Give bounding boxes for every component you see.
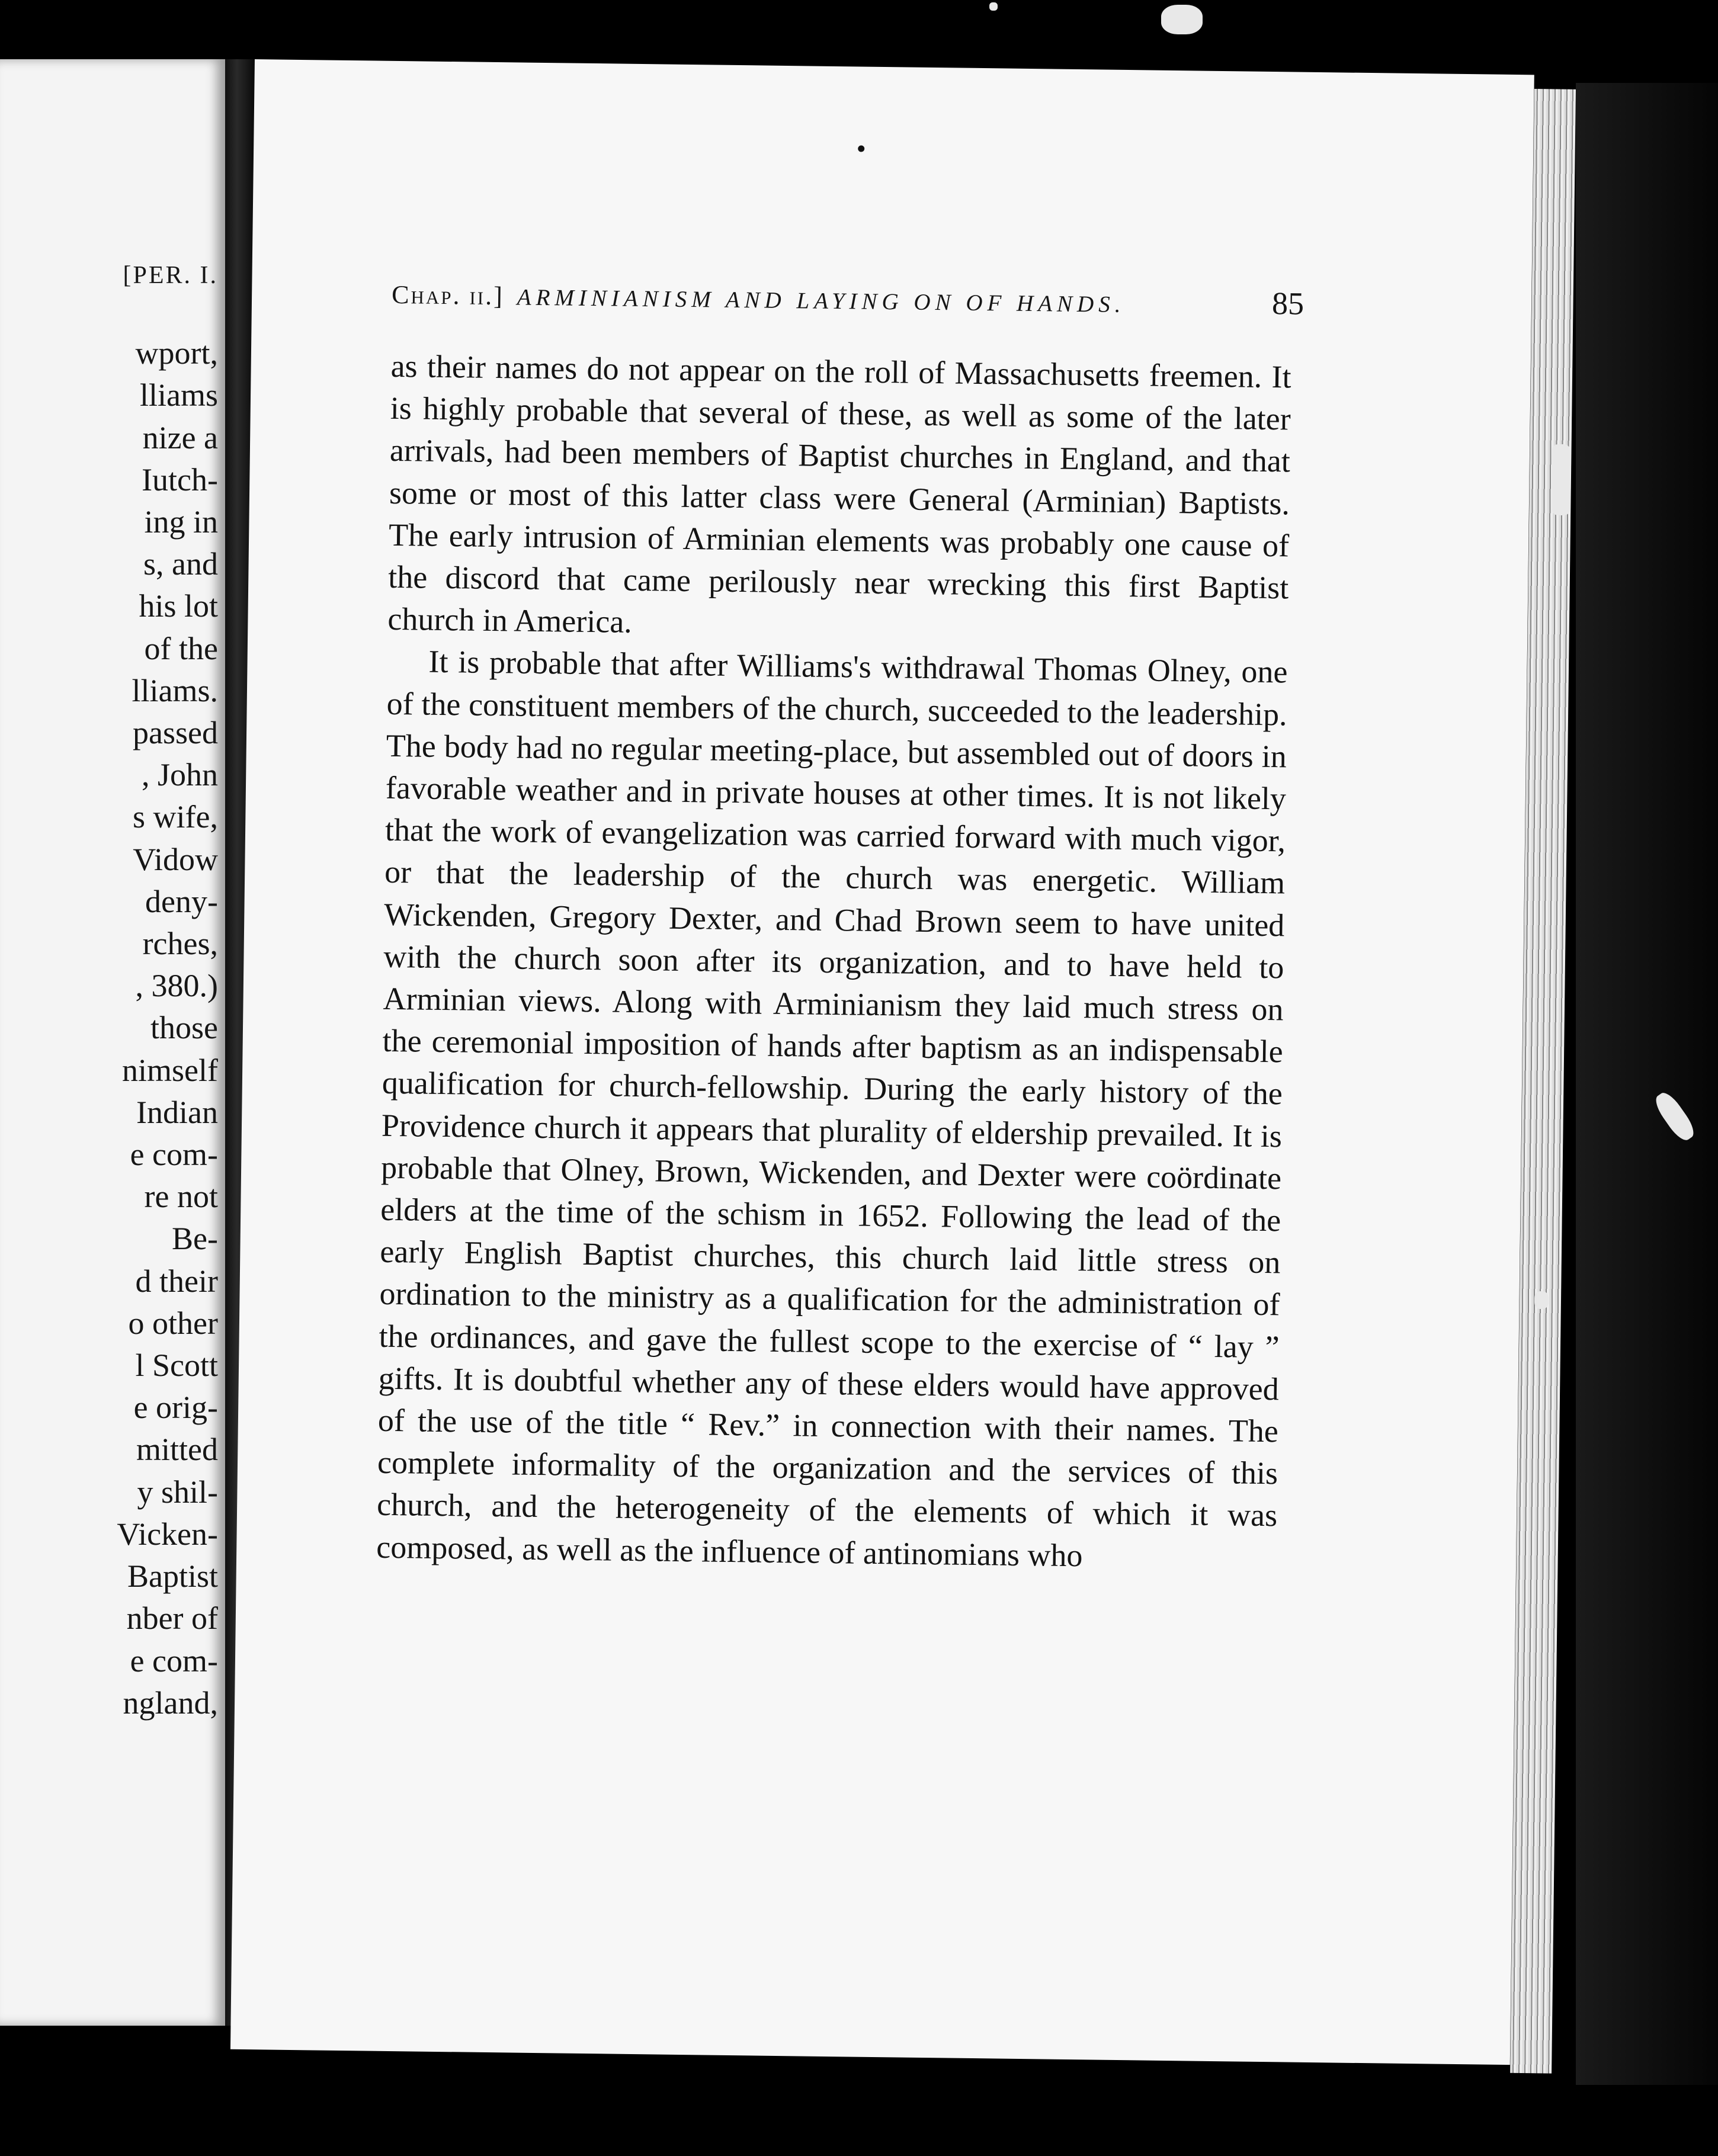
left-line: , 380.)	[135, 968, 218, 1004]
left-line: s wife,	[133, 799, 218, 835]
left-line: d their	[135, 1263, 218, 1299]
scan-speck	[1534, 1291, 1549, 1309]
body-text	[376, 345, 1291, 1579]
left-line: Vicken-	[117, 1516, 218, 1552]
left-line: his lot	[139, 588, 218, 624]
paragraph: It is probable that after Williams's withdrawal Thomas Olney, one of the constituent members of the church, succeeded to the leadership. The body had no regular meeting-place, but assembled out of doors in favorable weather and in private houses at other times. It is not likely that the work of evangelization was carried forward with much vigor, or that the leadership of the church was energetic. William Wickenden, Gregory Dexter, and Chad Brown seem to have united with the church soon after its organization, and to have held to Arminian views. Along with Arminianism they laid much stress on the ceremonial imposition of hands after baptism as an indispensable qualification for church-fellowship. During the early history of the Providence church it appears that plurality of eldership prevailed. It is probable that Olney, Brown, Wickenden, and Dexter were coördinate elders at the time of the schism in 1652. Following the lead of the early English Baptist churches, this church laid little stress on ordination to the ministry as a qualification for the administration of the ordinances, and gave the fullest scope to the exercise of “ lay ” gifts. It is doubtful whether any of these elders would have approved of the use of the title “ Rev.” in connection with their names. The complete informality of the organization and the services of this church, and the heterogeneity of the elements of which it was composed, as well as the influence of antinomians who	[376, 644, 1288, 1573]
left-line: e com-	[130, 1137, 218, 1173]
left-line: nber of	[126, 1600, 218, 1637]
left-line: , John	[141, 757, 218, 793]
book-cover-edge	[1576, 83, 1718, 2085]
left-line: Indian	[136, 1094, 218, 1130]
left-line: l Scott	[135, 1348, 218, 1384]
left-line: of the	[144, 630, 218, 666]
left-line: Iutch-	[142, 461, 218, 498]
left-line: those	[150, 1010, 218, 1046]
scan-speck	[1161, 5, 1203, 34]
left-line: ngland,	[123, 1685, 218, 1721]
left-line: rches,	[142, 926, 218, 962]
left-line: nize a	[142, 419, 218, 455]
paragraph: as their names do not appear on the roll of Massachusetts freemen. It is highly probable that several of these, as well as some of the later arrivals, had been members of Baptist churches in England, and that some or most of this latter class were General (Arminian) Baptists. The early intrusion of Arminian elements was probably one cause of the discord that came perilously near wrecking this first Baptist church in America.	[387, 348, 1291, 640]
right-page	[230, 59, 1534, 2065]
left-line: lliams	[140, 377, 218, 413]
ink-dot	[858, 145, 864, 152]
left-line: passed	[133, 715, 218, 751]
left-line: Vidow	[133, 841, 218, 877]
running-head	[392, 274, 1304, 322]
scan-speck	[989, 2, 998, 11]
left-line: Be-	[172, 1221, 218, 1257]
left-line: nimself	[122, 1052, 218, 1088]
left-line: o other	[128, 1305, 218, 1341]
chapter-label: Chap. ii.]	[391, 280, 505, 311]
left-line: Baptist	[127, 1558, 218, 1594]
left-line: deny-	[145, 883, 218, 919]
left-line: e orig-	[133, 1390, 218, 1426]
left-page-text	[117, 255, 218, 1724]
left-line: y shil-	[137, 1474, 218, 1510]
left-line: wport,	[135, 335, 218, 371]
scan-speck	[1552, 444, 1570, 515]
left-page-header: [PER. I.	[123, 262, 218, 289]
left-line: mitted	[136, 1432, 218, 1468]
left-line: e com-	[130, 1642, 218, 1679]
left-line: s, and	[143, 546, 218, 582]
running-title: ARMINIANISM AND LAYING ON OF HANDS.	[517, 284, 1126, 317]
left-line: re not	[144, 1179, 218, 1215]
left-line: lliams.	[132, 672, 218, 708]
left-line: ing in	[144, 504, 218, 540]
page-number: 85	[1271, 285, 1304, 322]
left-page	[0, 59, 225, 2026]
